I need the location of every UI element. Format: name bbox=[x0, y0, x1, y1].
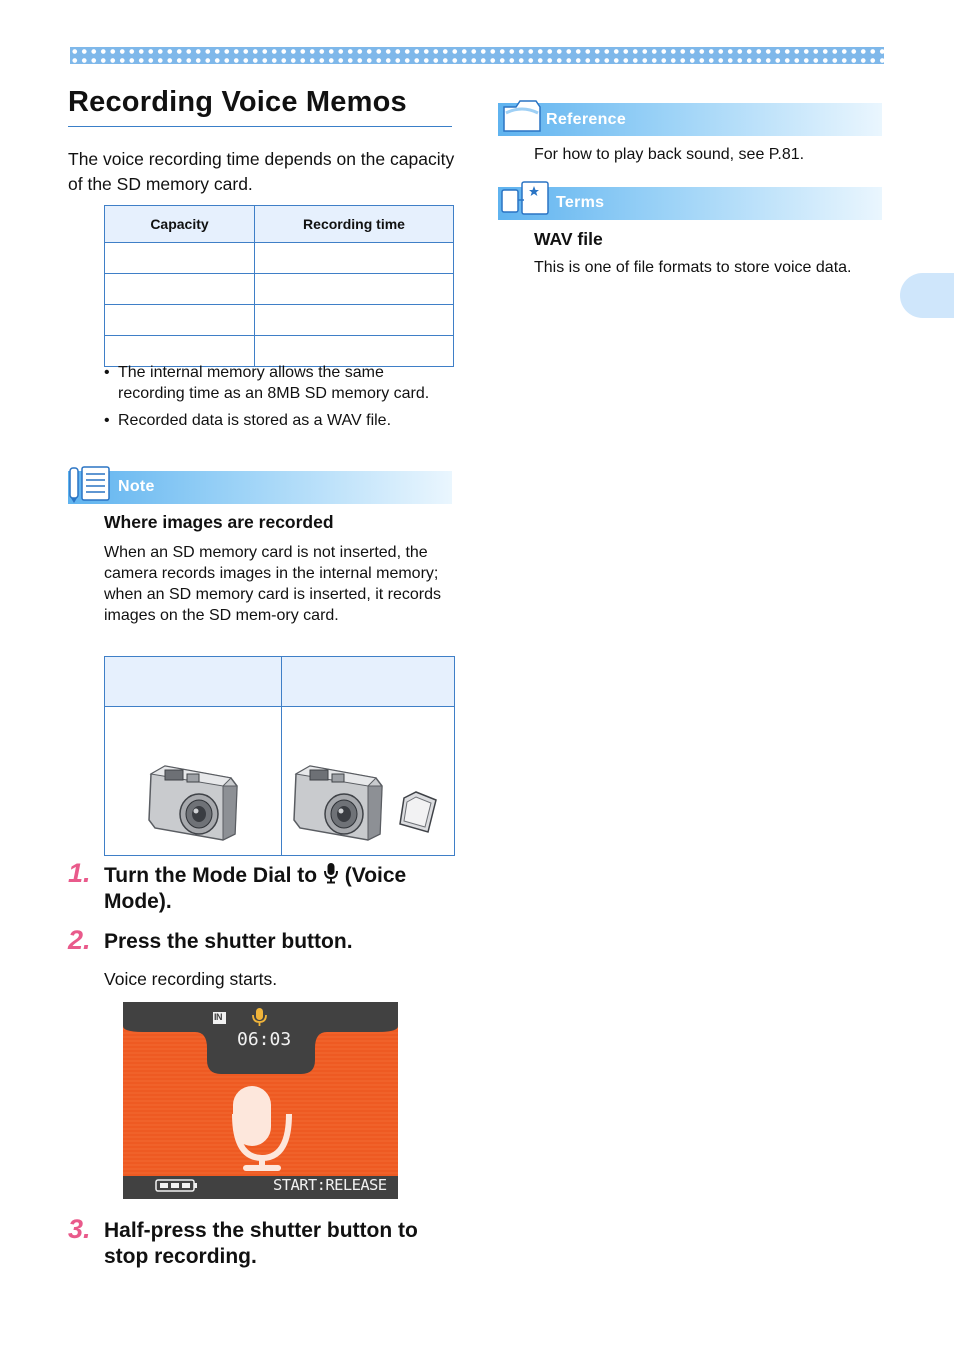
intro-text: The voice recording time depends on the capacity of the SD memory card. bbox=[68, 149, 455, 194]
camera-with-sd-card-icon bbox=[288, 756, 448, 842]
list-item bbox=[104, 410, 454, 431]
terms-icon bbox=[500, 180, 552, 218]
table-header-cell bbox=[105, 657, 282, 707]
memory-badge: IN bbox=[214, 1012, 222, 1022]
table-cell bbox=[255, 305, 454, 336]
bullet-list bbox=[104, 362, 454, 437]
table-row bbox=[105, 274, 454, 305]
note-heading: Where images are recorded bbox=[104, 512, 334, 532]
terms-label: Terms bbox=[556, 194, 605, 211]
note-label: Note bbox=[118, 478, 155, 495]
reference-label: Reference bbox=[546, 111, 627, 128]
camera-icon bbox=[143, 756, 243, 842]
step-number-2: 2. bbox=[68, 925, 91, 955]
table-header-cell bbox=[282, 657, 455, 707]
terms-text: This is one of file formats to store voice data. bbox=[534, 259, 852, 276]
bullet-text: Recorded data is stored as a WAV file. bbox=[118, 412, 392, 429]
folder-icon bbox=[500, 97, 544, 135]
memory-location-table bbox=[104, 656, 455, 856]
table-row bbox=[105, 243, 454, 274]
header-pattern-bar bbox=[70, 47, 884, 64]
step-1-text bbox=[104, 862, 454, 915]
step-1-text-b: (Voice Mode). bbox=[104, 864, 407, 913]
note-icon bbox=[68, 465, 112, 505]
table-cell bbox=[255, 243, 454, 274]
capacity-table bbox=[104, 205, 454, 367]
table-cell bbox=[105, 274, 255, 305]
terms-heading: WAV file bbox=[534, 229, 603, 249]
table-cell bbox=[255, 274, 454, 305]
bullet-text: The internal memory allows the same recording time as an 8MB SD memory card. bbox=[118, 364, 430, 402]
screen-footer-text: START:RELEASE bbox=[273, 1176, 387, 1194]
reference-text: For how to play back sound, see P.81. bbox=[534, 146, 805, 163]
step-1-text-a: Turn the Mode Dial to bbox=[104, 864, 323, 887]
recording-time: 06:03 bbox=[237, 1029, 292, 1050]
list-item bbox=[104, 362, 454, 404]
bullet-dot: • bbox=[104, 412, 110, 429]
step-number-1: 1. bbox=[68, 858, 91, 888]
step-2-subtext: Voice recording starts. bbox=[104, 969, 278, 989]
table-header-row bbox=[105, 206, 454, 243]
table-row bbox=[105, 305, 454, 336]
table-cell bbox=[105, 305, 255, 336]
bullet-dot: • bbox=[104, 364, 110, 381]
step-number-3: 3. bbox=[68, 1214, 91, 1244]
chapter-tab bbox=[900, 273, 954, 318]
microphone-icon bbox=[323, 862, 339, 884]
camera-cell-internal bbox=[105, 707, 282, 856]
table-header-row bbox=[105, 657, 455, 707]
step-3-text: Half-press the shutter button to stop recording. bbox=[104, 1219, 418, 1268]
step-2-text: Press the shutter button. bbox=[104, 930, 353, 953]
title-underline bbox=[68, 126, 452, 127]
table-cell bbox=[105, 243, 255, 274]
note-text: When an SD memory card is not inserted, the camera records images in the internal memory; when an SD memory card is inserted, it records images on the SD mem-ory card. bbox=[104, 544, 442, 624]
camera-cell-sd bbox=[282, 707, 455, 856]
column-header-recording-time: Recording time bbox=[255, 206, 454, 243]
column-header-capacity: Capacity bbox=[105, 206, 255, 243]
page-title: Recording Voice Memos bbox=[68, 86, 407, 118]
table-row bbox=[105, 707, 455, 856]
camera-screen bbox=[123, 1002, 398, 1199]
